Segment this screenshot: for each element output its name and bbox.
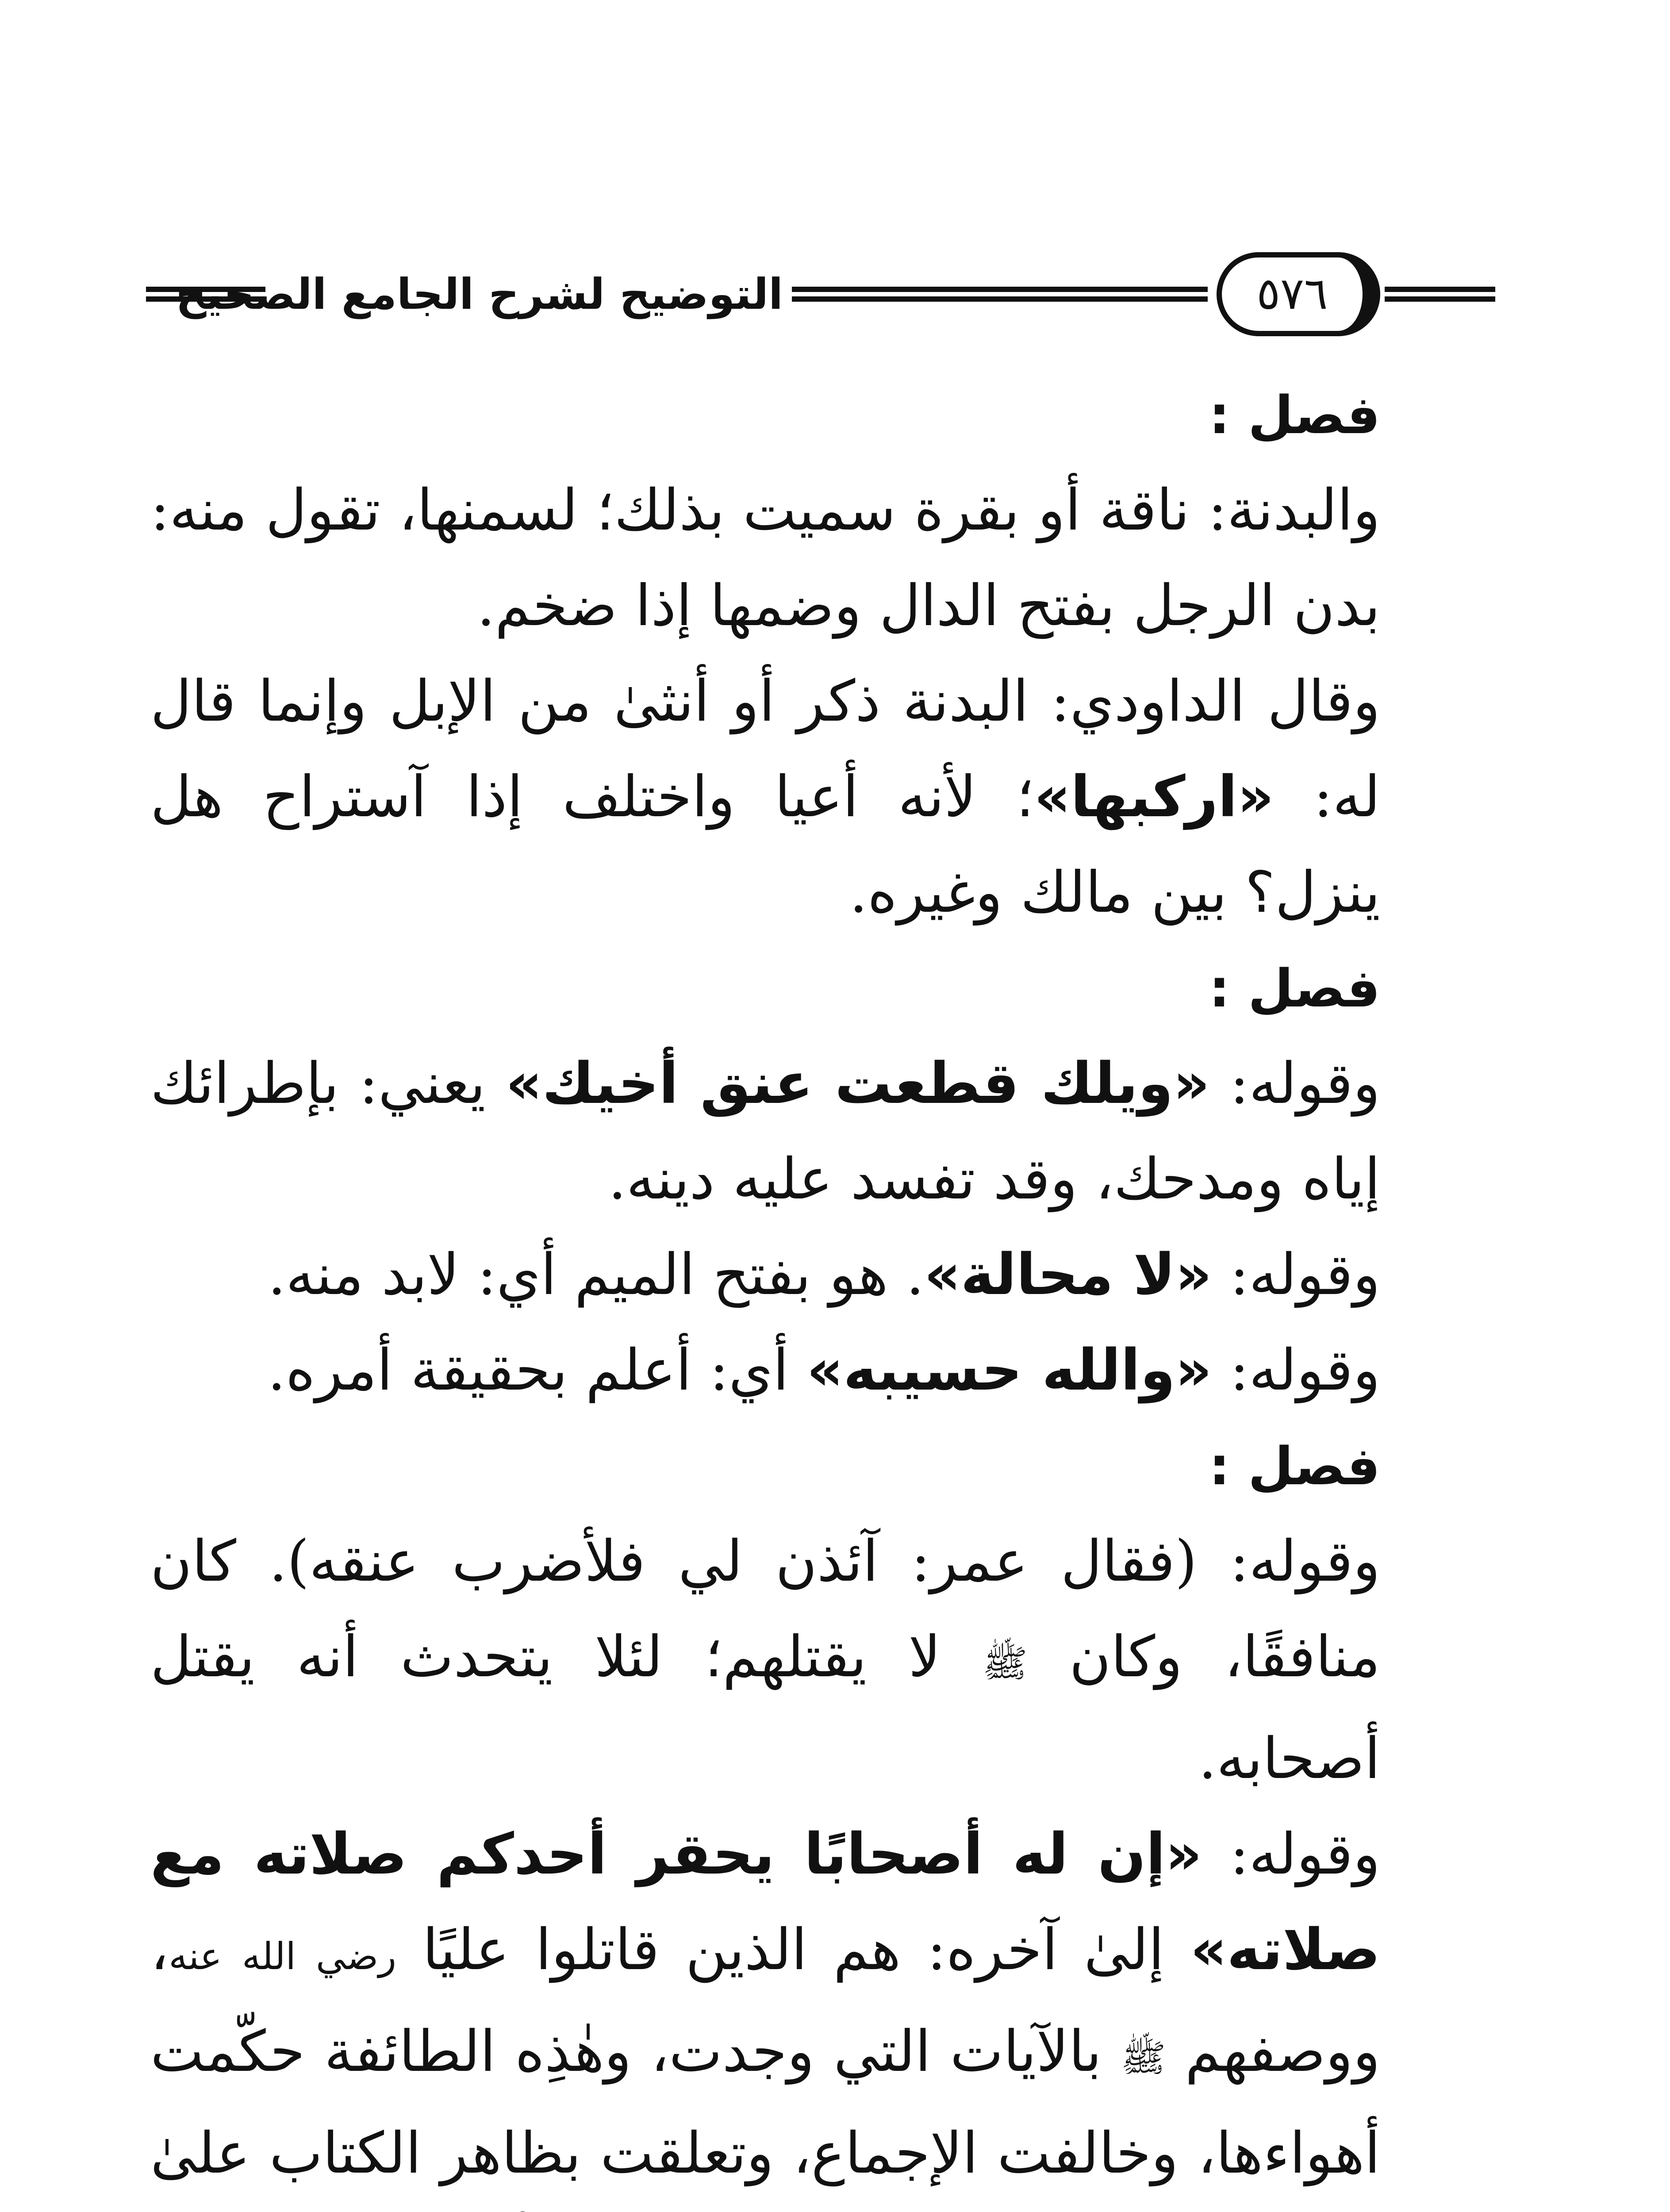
section-heading: فصل : bbox=[1209, 1436, 1380, 1497]
section-heading: فصل : bbox=[1209, 958, 1380, 1019]
hadith-quote: «لا محالة» bbox=[924, 1242, 1212, 1308]
paragraph bbox=[150, 1323, 1473, 1418]
running-title: التوضيح لشرح الجامع الصحيح bbox=[176, 269, 783, 319]
paragraph bbox=[150, 654, 1473, 941]
hadith-quote: «والله حسيبه» bbox=[806, 1337, 1212, 1403]
hadith-quote: «ويلك قطعت عنق أخيك» bbox=[506, 1051, 1210, 1117]
text-run: . هو بفتح الميم أي: لابد منه. bbox=[268, 1242, 924, 1308]
text-run: وقوله: bbox=[1212, 1242, 1380, 1308]
text-run: أي: أعلم بحقيقة أمره. bbox=[267, 1337, 807, 1403]
honorific-glyph: رضي الله عنه bbox=[169, 1935, 396, 1978]
paragraph bbox=[150, 1514, 1473, 1807]
page-number: ٥٧٦ bbox=[1217, 252, 1380, 336]
header-double-rule bbox=[1385, 287, 1495, 302]
text-run: وقوله: (فقال عمر: آئذن لي فلأضرب عنقه). كان منافقًا، وكان bbox=[150, 1528, 1381, 1690]
text-run: لا يقتلهم؛ لئلا يتحدث أنه يقتل أصحابه. bbox=[150, 1624, 1380, 1792]
text-run: بالآيات التي وجدت، وهٰذِه الطائفة حكّمت أهواءها، وخالفت الإجماع، وتعلقت بظاهر الكتاب علىٰ bbox=[150, 2019, 1380, 2186]
text-run: وقوله: bbox=[1209, 1051, 1380, 1117]
paragraph bbox=[150, 1227, 1473, 1323]
main-text bbox=[150, 367, 1473, 2212]
honorific-glyph: ﷺ bbox=[983, 1642, 1028, 1685]
running-header bbox=[146, 252, 1495, 336]
hadith-quote: «اركبها» bbox=[1034, 764, 1274, 830]
paragraph bbox=[150, 1807, 1473, 2212]
header-double-rule bbox=[792, 287, 1208, 302]
text-run: ، ووصفهم bbox=[150, 1917, 1381, 2085]
text-run: وقوله: bbox=[1202, 1821, 1381, 1887]
text-run: ؛ لأنه أعيا واختلف إذا آستراح هل ينزل؟ بين مالك وغيره. bbox=[150, 764, 1380, 926]
honorific-glyph: ﷺ bbox=[1121, 2036, 1166, 2080]
hadith-quote: «إن له أصحابًا يحقر أحدكم صلاته مع صلاته» bbox=[150, 1821, 1380, 1983]
text-run: وقوله: bbox=[1212, 1337, 1380, 1403]
text-run: يعني: بإطرائك إياه ومدحك، وقد تفسد عليه دينه. bbox=[150, 1051, 1380, 1212]
text-run: إلىٰ آخره: هم الذين قاتلوا عليًا bbox=[396, 1917, 1190, 1983]
paragraph bbox=[150, 1036, 1473, 1227]
text-run: وقال الداودي: البدنة ذكر أو أنثىٰ من الإبل وإنما قال له: bbox=[150, 668, 1381, 830]
paragraph: والبدنة: ناقة أو بقرة سميت بذلك؛ لسمنها، تقول منه: بدن الرجل بفتح الدال وضمها إذا ضخم. bbox=[150, 477, 1380, 639]
section-heading: فصل : bbox=[1209, 384, 1380, 445]
